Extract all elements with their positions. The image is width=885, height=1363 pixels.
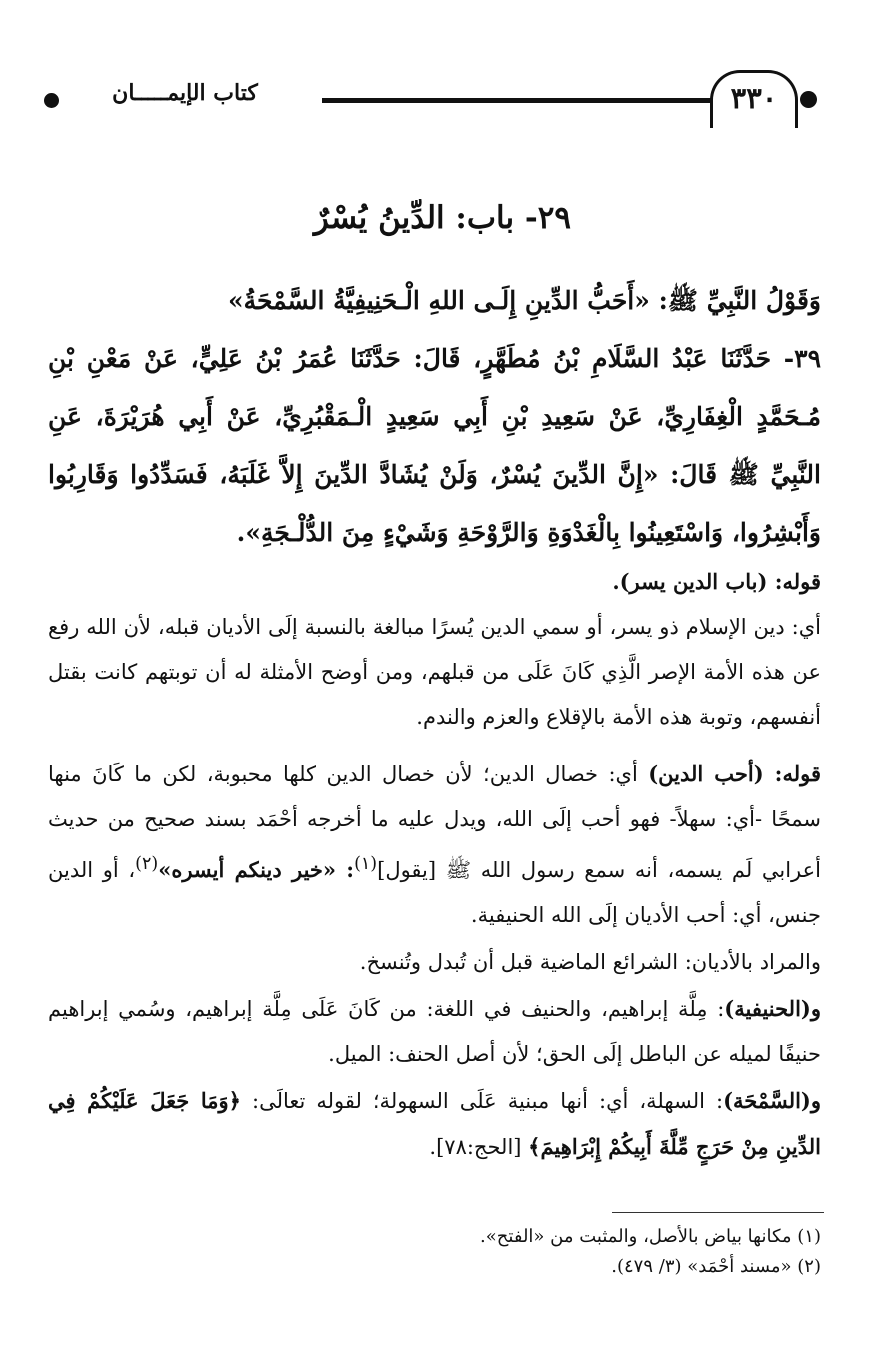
quran-verse: ﴿وَمَا جَعَلَ عَلَيْكُمْ فِي الدِّينِ مِنْ حَرَجٍ مِّلَّةَ أَبِيكُمْ إِبْرَاهِيمَ﴾ xyxy=(48,1088,821,1159)
footnote-separator xyxy=(612,1212,824,1213)
commentary-paragraph: والمراد بالأديان: الشرائع الماضية قبل أن تُبدل وتُنسخ. xyxy=(359,950,821,974)
verse-reference: [الحج:٧٨]. xyxy=(429,1135,529,1159)
commentary-paragraph xyxy=(48,986,821,1077)
header-rule xyxy=(322,98,712,103)
commentary-heading: قوله: (باب الدين يسر). xyxy=(612,569,821,594)
paragraph-text: : مِلَّة إبراهيم، والحنيف في اللغة: من كَانَ عَلَى مِلَّة إبراهيم، وسُمي إبراهيم حنيفًا لميله عن الباطل إلَى الحق؛ لأن أصل الحنف: الميل. xyxy=(48,997,821,1066)
quoted-hadith: : «خير دينكم أيسره» xyxy=(158,857,355,882)
footnote: (١) مكانها بياض بالأصل، والمثبت من «الفتح». xyxy=(480,1226,821,1247)
paragraph-text: أي: خصال الدين؛ لأن خصال الدين كلها محبوبة، لكن ما كَانَ منها سمحًا -أي: سهلاً- فهو أحب إلَى الله، ويدل عليه ما أخرجه أحْمَد بسند صحيح من حديث أعرابي لَم يسمه، أنه سمع رسول الله ﷺ [يقول] xyxy=(48,762,821,882)
hadith-intro: وَقَوْلُ النَّبِيِّ ﷺ: «أَحَبُّ الدِّينِ إِلَـى اللهِ الْـحَنِيفِيَّةُ السَّمْحَةُ» xyxy=(227,286,821,315)
commentary-paragraph: أي: دين الإسلام ذو يسر، أو سمي الدين يُسرًا مبالغة بالنسبة إلَى الأديان قبله، لأن الله رفع عن هذه الأمة الإصر الَّذِي كَانَ عَلَى من قبلهم، ومن أوضح الأمثلة له أن توبتهم كانت بقتل أنفسهم، وتوبة هذه الأمة بالإقلاع والعزم والندم. xyxy=(48,615,821,729)
hadith-text: ٣٩- حَدَّثَنَا عَبْدُ السَّلَامِ بْنُ مُطَهَّرٍ، قَالَ: حَدَّثَنَا عُمَرُ بْنُ عَلِيٍّ، عَنْ مَعْنِ بْنِ مُـحَمَّدٍ الْغِفَارِيِّ، عَنْ سَعِيدِ بْنِ أَبِي سَعِيدٍ الْـمَقْبُرِيِّ، عَنْ أَبِي هُرَيْرَةَ، عَنِ النَّبِيِّ ﷺ قَالَ: «إِنَّ الدِّينَ يُسْرٌ، وَلَنْ يُشَادَّ الدِّينَ إِلاَّ غَلَبَهُ، فَسَدِّدُوا وَقَارِبُوا وَأَبْشِرُوا، وَاسْتَعِينُوا بِالْغَدْوَةِ وَالرَّوْحَةِ وَشَيْءٍ مِنَ الدُّلْـجَةِ». xyxy=(48,344,821,547)
commentary-paragraph xyxy=(48,751,821,938)
lemma-label: و(الحنيفية) xyxy=(724,996,821,1021)
header-ornament-dot-right xyxy=(800,91,817,108)
paragraph-text: ، أو الدين جنس، أي: أحب الأديان إلَى الله الحنيفية. xyxy=(48,858,821,927)
lemma-label: قوله: (أحب الدين) xyxy=(648,761,821,786)
page-header xyxy=(0,58,885,138)
lemma-label: و(السَّمْحَة) xyxy=(723,1088,822,1113)
commentary-paragraph xyxy=(48,1078,821,1170)
page-number: ٣٣٠ xyxy=(710,70,798,128)
paragraph-text: : السهلة، أي: أنها مبنية عَلَى السهولة؛ لقوله تعالَى: xyxy=(240,1089,724,1113)
footnote-ref: (٢) xyxy=(135,854,159,874)
footnote: (٢) «مسند أحْمَد» (٣/ ٤٧٩). xyxy=(611,1256,821,1277)
chapter-heading: ٢٩- باب: الدِّينُ يُسْرٌ xyxy=(313,200,572,236)
running-title: كتاب الإيمـــــان xyxy=(112,80,258,106)
header-ornament-dot-left xyxy=(44,93,59,108)
footnote-ref: (١) xyxy=(354,854,378,874)
